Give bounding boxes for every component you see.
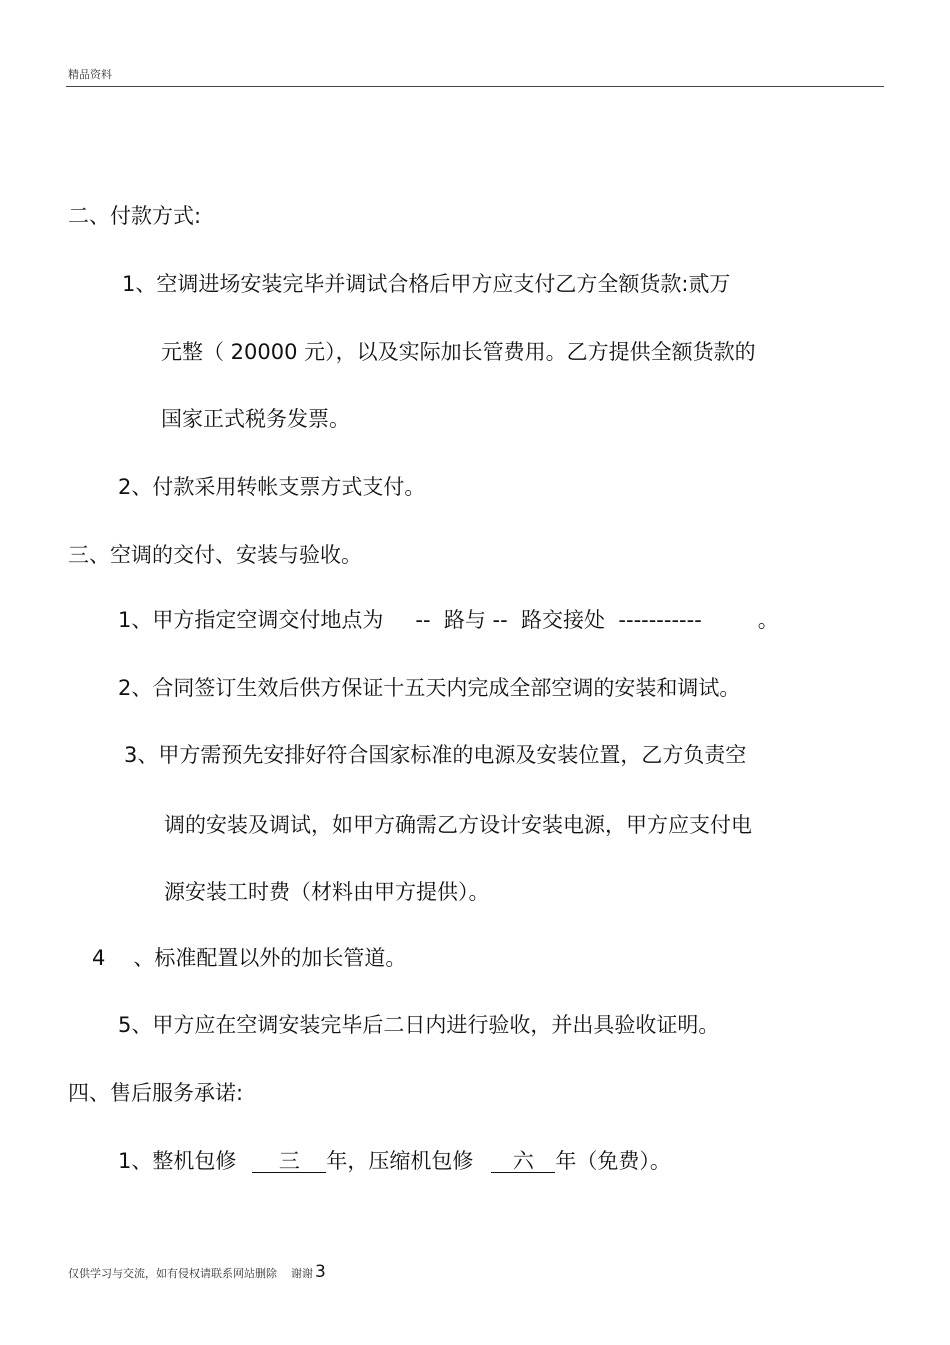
section-3-item-1-end: 。: [757, 608, 779, 632]
section-3-item-2: 2、合同签订生效后供方保证十五天内完成全部空调的安装和调试。: [118, 676, 741, 700]
section-2-title: 二、付款方式:: [68, 204, 202, 228]
section-3-title: 三、空调的交付、安装与验收。: [68, 543, 362, 567]
section-2-item-1-line-3: 国家正式税务发票。: [161, 407, 350, 431]
footer-note: 仅供学习与交流，如有侵权请联系网站删除: [68, 1267, 277, 1280]
header-rule: [66, 86, 884, 87]
header-label: 精品资料: [68, 68, 112, 81]
section-3-item-3-line-1: 3、甲方需预先安排好符合国家标准的电源及安装位置，乙方负责空: [124, 743, 747, 767]
warranty-years-compressor: 六: [491, 1150, 555, 1173]
section-4-title: 四、售后服务承诺:: [68, 1081, 244, 1105]
section-2-item-1-line-1: 1、空调进场安装完毕并调试合格后甲方应支付乙方全额货款:贰万: [122, 272, 731, 296]
section-3-item-5: 5、甲方应在空调安装完毕后二日内进行验收，并出具验收证明。: [118, 1013, 720, 1037]
section-2-item-2: 2、付款采用转帐支票方式支付。: [118, 475, 426, 499]
section-3-item-1: [118, 606, 779, 634]
section-4-item-1: [118, 1147, 671, 1175]
section-3-item-3-line-2: 调的安装及调试，如甲方确需乙方设计安装电源，甲方应支付电: [164, 813, 752, 837]
page-number: 3: [315, 1262, 326, 1282]
section-4-item-1-part-c: 年（免费）。: [555, 1149, 671, 1173]
section-3-item-1-location: -- 路与 -- 路交接处 -----------: [415, 608, 702, 632]
section-3-item-4: [92, 944, 406, 972]
section-4-item-1-part-b: 年，压缩机包修: [326, 1149, 474, 1173]
section-3-item-3-line-3: 源安装工时费（材料由甲方提供）。: [164, 880, 490, 904]
section-3-item-4-number: 4: [92, 946, 106, 970]
footer: [68, 1262, 326, 1282]
section-3-item-1-prefix: 1、甲方指定空调交付地点为: [118, 608, 384, 632]
section-4-item-1-part-a: 1、整机包修: [118, 1149, 237, 1173]
warranty-years-whole-unit: 三: [252, 1150, 326, 1173]
footer-thanks: 谢谢: [291, 1267, 313, 1280]
section-2-item-1-line-2: 元整（ 20000 元），以及实际加长管费用。乙方提供全额货款的: [161, 340, 756, 364]
section-3-item-4-text: 、标准配置以外的加长管道。: [133, 946, 407, 970]
